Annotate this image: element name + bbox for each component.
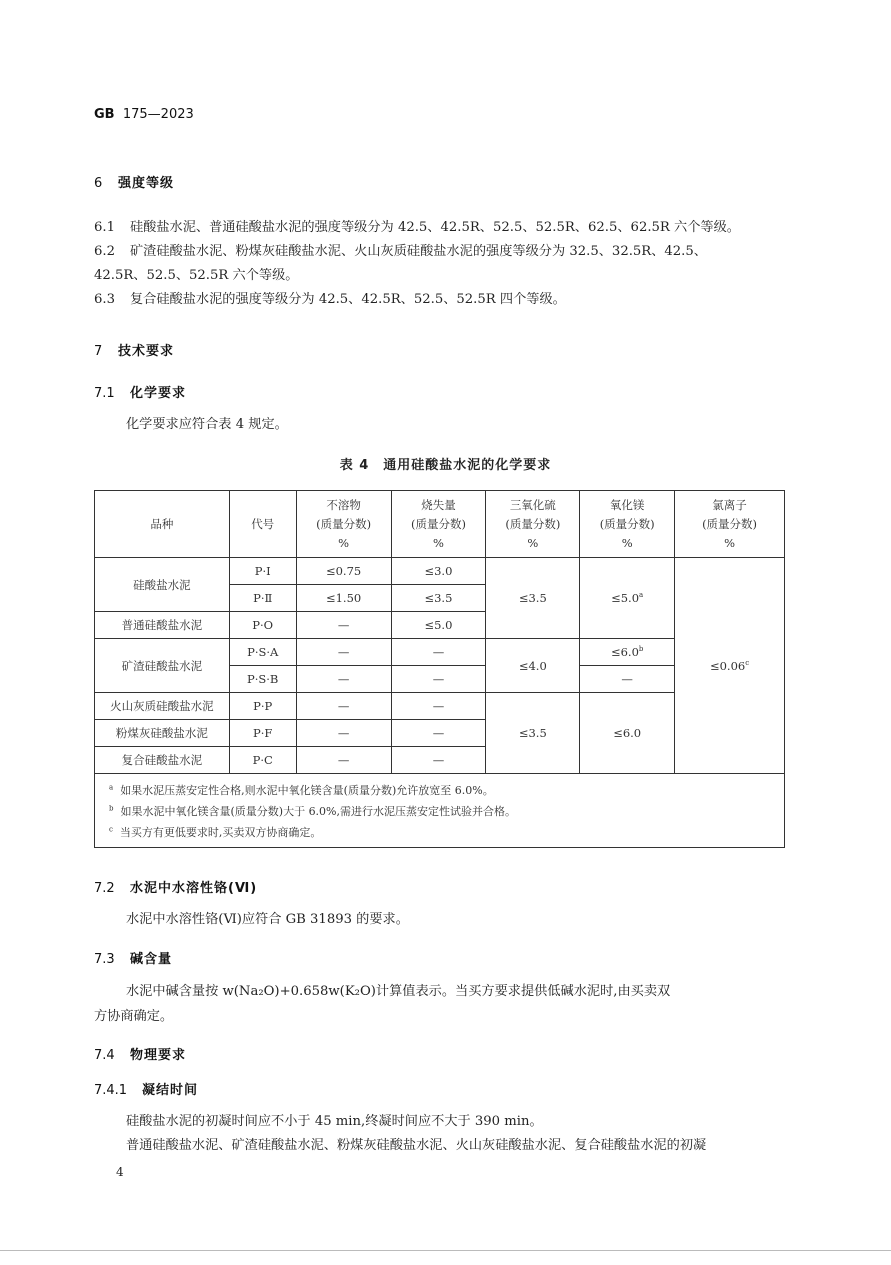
cell-loss: ≤3.0 [391,558,486,585]
footnote-mark: b [638,645,644,654]
header-unit: % [621,535,633,550]
table-4-caption: 表 4 通用硅酸盐水泥的化学要求 [339,458,552,473]
table-notes [95,774,785,848]
header-name: 不溶物 [326,497,361,512]
note-text: 如果水泥中氧化镁含量(质量分数)大于 6.0%,需进行水泥压蒸安定性试验并合格。 [120,805,517,818]
section-7-4-heading [94,1044,186,1063]
header-unit: % [527,535,539,550]
cell-loss: ≤5.0 [391,612,486,639]
cell-variety: 粉煤灰硅酸盐水泥 [95,720,230,747]
table-header-row [95,491,785,558]
cell-code: P·S·B [229,666,296,693]
header-chloride-ion [675,491,785,558]
section-7-3-body-line-2: 方协商确定。 [94,1009,174,1024]
cell-so3-merged: ≤4.0 [486,639,580,693]
header-variety: 品种 [95,491,230,558]
document-id [94,107,194,122]
section-title: 碱含量 [130,952,173,967]
document-code: GB [94,107,115,122]
cell-insoluble: — [296,720,391,747]
section-6-heading [94,172,174,191]
section-number: 6 [94,176,103,191]
cell-insoluble: — [296,639,391,666]
cell-mgo-merged [580,558,675,639]
header-code: 代号 [229,491,296,558]
cell-loss: — [391,693,486,720]
header-insoluble [296,491,391,558]
clause-text-line-1: 矿渣硅酸盐水泥、粉煤灰硅酸盐水泥、火山灰质硅酸盐水泥的强度等级分为 32.5、32.5R、42.5、 [130,244,707,259]
cell-variety: 复合硅酸盐水泥 [95,747,230,774]
section-number: 7.1 [94,386,115,401]
cell-mgo: — [580,666,675,693]
note-text: 如果水泥压蒸安定性合格,则水泥中氧化镁含量(质量分数)允许放宽至 6.0%。 [120,784,494,797]
clause-text: 复合硅酸盐水泥的强度等级分为 42.5、42.5R、52.5、52.5R 四个等级。 [130,292,566,307]
section-7-4-1-heading [94,1079,198,1098]
section-7-4-1-body-line-2: 普通硅酸盐水泥、矿渣硅酸盐水泥、粉煤灰硅酸盐水泥、火山灰硅酸盐水泥、复合硅酸盐水泥的初凝 [126,1138,707,1153]
clause-text: 硅酸盐水泥、普通硅酸盐水泥的强度等级分为 42.5、42.5R、52.5、52.5R、62.5、62.5R 六个等级。 [130,220,740,235]
cell-insoluble: — [296,747,391,774]
cell-loss: ≤3.5 [391,585,486,612]
section-7-heading [94,340,174,359]
cell-loss: — [391,747,486,774]
section-title: 凝结时间 [142,1083,199,1098]
note-mark: c [109,825,113,834]
section-title: 技术要求 [118,344,175,359]
table-notes-row [95,774,785,848]
section-title: 物理要求 [130,1048,187,1063]
header-basis: (质量分数) [702,516,758,531]
cell-insoluble: ≤1.50 [296,585,391,612]
clause-6-1 [94,216,740,240]
footnote-mark: c [745,658,750,667]
header-unit: % [724,535,736,550]
section-7-4-1-body-line-1: 硅酸盐水泥的初凝时间应不小于 45 min,终凝时间应不大于 390 min。 [126,1114,543,1129]
cell-code: P·S·A [229,639,296,666]
clause-6-2-continued: 42.5R、52.5、52.5R 六个等级。 [94,268,299,283]
cell-value: ≤6.0 [610,645,639,659]
section-7-2-body: 水泥中水溶性铬(Ⅵ)应符合 GB 31893 的要求。 [126,912,409,927]
table-row [95,558,785,585]
section-number: 7 [94,344,103,359]
cell-loss: — [391,720,486,747]
cell-insoluble: — [296,666,391,693]
section-title: 强度等级 [118,176,175,191]
header-name: 三氧化硫 [509,497,556,512]
cell-insoluble: — [296,612,391,639]
cell-loss: — [391,666,486,693]
header-name: 烧失量 [421,497,456,512]
cell-code: P·Ⅱ [229,585,296,612]
section-number: 7.4.1 [94,1083,128,1098]
cell-insoluble: — [296,693,391,720]
cell-code: P·C [229,747,296,774]
section-7-3-body-line-1: 水泥中碱含量按 w(Na₂O)+0.658w(K₂O)计算值表示。当买方要求提供低碱水泥时,由买卖双 [126,984,671,999]
document-number: 175—2023 [122,107,194,122]
header-unit: % [432,535,444,550]
table-note [109,801,784,822]
note-mark: b [109,804,114,813]
footnote-mark: a [639,591,644,600]
section-7-1-heading [94,382,186,401]
cell-variety: 硅酸盐水泥 [95,558,230,612]
header-magnesium-oxide [580,491,675,558]
cell-so3-merged: ≤3.5 [486,558,580,639]
cell-insoluble: ≤0.75 [296,558,391,585]
cell-so3-merged: ≤3.5 [486,693,580,774]
header-sulfur-trioxide [486,491,580,558]
cell-variety: 火山灰质硅酸盐水泥 [95,693,230,720]
cell-code: P·P [229,693,296,720]
header-name: 氧化镁 [609,497,645,512]
section-7-1-body: 化学要求应符合表 4 规定。 [126,417,288,432]
header-loss-on-ignition [391,491,486,558]
section-7-2-heading [94,877,257,896]
header-unit: % [338,535,350,550]
clause-number: 6.3 [94,292,115,307]
cell-value: ≤0.06 [709,658,746,673]
page-bottom-rule [0,1250,891,1251]
cell-variety: 矿渣硅酸盐水泥 [95,639,230,693]
header-basis: (质量分数) [505,516,561,531]
cell-variety: 普通硅酸盐水泥 [95,612,230,639]
clause-number: 6.2 [94,244,115,259]
section-title: 水泥中水溶性铬(Ⅵ) [130,881,258,896]
page-number: 4 [116,1165,124,1179]
cell-chloride-merged [675,558,785,774]
cell-mgo-merged: ≤6.0 [580,693,675,774]
clause-6-3 [94,288,566,312]
cell-loss: — [391,639,486,666]
cell-code: P·F [229,720,296,747]
header-basis: (质量分数) [316,516,372,531]
header-name: 氯离子 [712,497,747,512]
header-basis: (质量分数) [599,516,655,531]
section-number: 7.4 [94,1048,115,1063]
section-7-3-heading [94,948,172,967]
section-title: 化学要求 [130,386,187,401]
cell-code: P·O [229,612,296,639]
cell-code: P·Ⅰ [229,558,296,585]
clause-number: 6.1 [94,220,115,235]
note-text: 当买方有更低要求时,买卖双方协商确定。 [119,826,322,839]
clause-6-2 [94,240,707,264]
header-basis: (质量分数) [410,516,466,531]
note-mark: a [109,783,114,792]
cell-mgo [580,639,675,666]
table-4 [94,490,785,848]
table-note [109,780,784,801]
section-number: 7.3 [94,952,115,967]
table-note [109,822,784,843]
section-number: 7.2 [94,881,115,896]
cell-value: ≤5.0 [611,591,640,605]
